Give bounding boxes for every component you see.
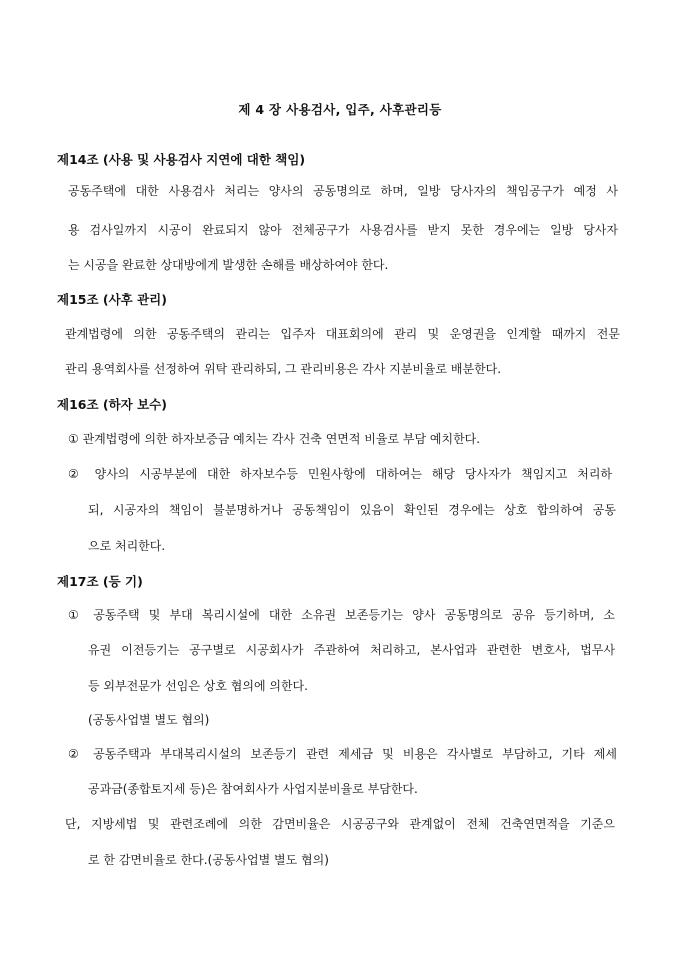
article-14-line-2: 용 검사일까지 시공이 완료되지 않아 전체공구가 사용검사를 받지 못한 경우에는 일방 당사자 xyxy=(68,223,618,237)
article-14-line-3: 는 시공을 완료한 상대방에게 발생한 손해를 배상하여야 한다. xyxy=(68,258,389,272)
article-16-item-2-line-3: 으로 처리한다. xyxy=(88,539,166,553)
article-17-proviso-line-2: 로 한 감면비율로 한다.(공동사업별 별도 협의) xyxy=(88,853,329,867)
article-15-heading: 제15조 (사후 관리) xyxy=(57,292,167,307)
article-14-line-1: 공동주택에 대한 사용검사 처리는 양사의 공동명의로 하며, 일방 당사자의 책임공구가 예정 사 xyxy=(68,184,618,198)
article-17-item-1-line-3: 등 외부전문가 선임은 상호 협의에 의한다. xyxy=(88,679,308,693)
article-17-item-2-line-1: ② 공동주택과 부대복리시설의 보존등기 관련 제세금 및 비용은 각사별로 부담하고, 기타 제세 xyxy=(68,747,617,761)
article-17-item-1-note: (공동사업별 별도 협의) xyxy=(88,713,210,727)
article-16-item-1: ① 관계법령에 의한 하자보증금 예치는 각사 건축 연면적 비율로 부담 예치한다. xyxy=(68,432,481,446)
article-17-item-2-line-2: 공과금(종합토지세 등)은 참여회사가 사업지분비율로 부담한다. xyxy=(88,782,418,796)
article-14-heading: 제14조 (사용 및 사용검사 지연에 대한 책임) xyxy=(57,152,306,167)
article-15-line-1: 관계법령에 의한 공동주택의 관리는 입주자 대표회의에 관리 및 운영권을 인계할 때까지 전문 xyxy=(65,327,620,341)
chapter-title: 제 4 장 사용검사, 입주, 사후관리등 xyxy=(238,102,442,117)
article-16-item-2-line-1: ② 양사의 시공부분에 대한 하자보수등 민원사항에 대하여는 해당 당사자가 책임지고 처리하 xyxy=(68,467,612,481)
article-16-heading: 제16조 (하자 보수) xyxy=(57,397,167,412)
article-17-heading: 제17조 (등 기) xyxy=(57,574,143,589)
article-16-item-2-line-2: 되, 시공자의 책임이 불분명하거나 공동책임이 있음이 확인된 경우에는 상호 합의하여 공동 xyxy=(88,503,616,517)
article-17-proviso-line-1: 단, 지방세법 및 관련조례에 의한 감면비율은 시공공구와 관계없이 전체 건축연면적을 기준으 xyxy=(65,817,615,831)
article-17-item-1-line-2: 유권 이전등기는 공구별로 시공회사가 주관하여 처리하고, 본사업과 관련한 변호사, 법무사 xyxy=(88,643,615,657)
article-17-item-1-line-1: ① 공동주택 및 부대 복리시설에 대한 소유권 보존등기는 양사 공동명의로 공유 등기하며, 소 xyxy=(68,608,615,622)
article-15-line-2: 관리 용역회사를 선정하여 위탁 관리하되, 그 관리비용은 각사 지분비율로 배분한다. xyxy=(65,362,502,376)
